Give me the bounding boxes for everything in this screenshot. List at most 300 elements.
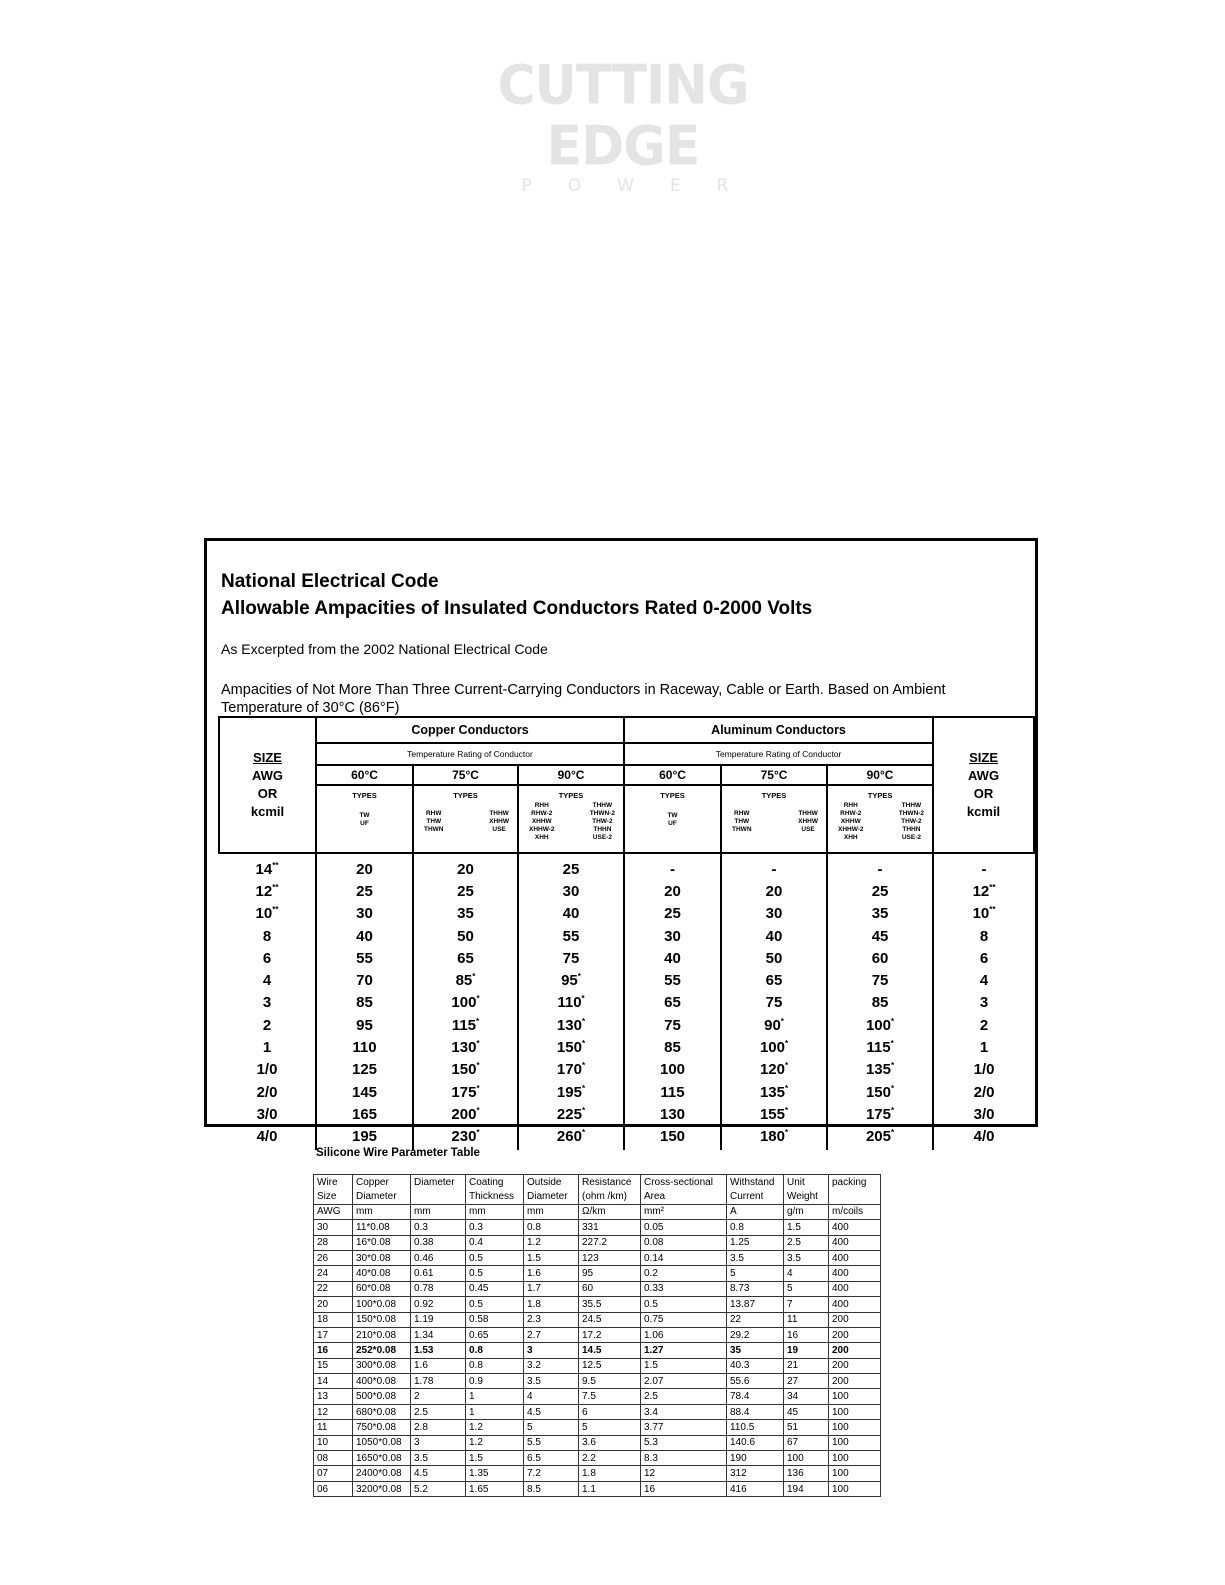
table-cell: 2.07 xyxy=(641,1374,727,1389)
ampacity-row xyxy=(219,880,1034,902)
table-cell: 14 xyxy=(314,1374,353,1389)
table-cell: 5 xyxy=(784,1281,829,1296)
table-row xyxy=(314,1374,881,1389)
table-cell: 1.34 xyxy=(411,1327,466,1342)
table-cell: 400*0.08 xyxy=(353,1374,411,1389)
types-list: RHH RHW-2 XHHW XHHW-2 XHH xyxy=(529,802,555,841)
silicone-wire-table xyxy=(313,1174,881,1497)
ampacity-row xyxy=(219,1014,1034,1036)
table-row xyxy=(314,1420,881,1435)
table-row xyxy=(314,1466,881,1481)
table-cell: 0.75 xyxy=(641,1312,727,1327)
cell-value: 25 xyxy=(356,882,373,900)
footnote-mark: * xyxy=(476,1039,480,1049)
cell-al-75 xyxy=(721,1036,827,1058)
cell-value: 2/0 xyxy=(256,1083,278,1101)
cell-cu-75 xyxy=(413,903,518,925)
silicone-rows xyxy=(314,1175,881,1497)
ampacity-rows xyxy=(219,853,1034,1150)
footnote-mark: ** xyxy=(272,905,279,915)
footnote-mark: * xyxy=(890,1083,895,1093)
table-cell: 200 xyxy=(829,1343,881,1358)
table-cell: 1.5 xyxy=(641,1358,727,1373)
footnote-mark: * xyxy=(581,1128,586,1138)
cell-value: 195 xyxy=(556,1083,582,1101)
cell-value: 175 xyxy=(451,1083,477,1101)
cell-value: 155 xyxy=(759,1105,785,1123)
table-cell: 1.2 xyxy=(524,1235,579,1250)
table-cell: 100 xyxy=(829,1481,881,1496)
nec-title xyxy=(221,568,812,622)
table-cell: 5.5 xyxy=(524,1435,579,1450)
cell-value: 110 xyxy=(557,994,582,1012)
table-cell: 0.3 xyxy=(466,1220,524,1235)
cell-cu-60 xyxy=(316,1081,413,1103)
ampacity-row xyxy=(219,1081,1034,1103)
types-al-60 xyxy=(624,800,721,853)
table-cell: 3 xyxy=(524,1343,579,1358)
table-cell: 100 xyxy=(829,1435,881,1450)
table-cell: mm xyxy=(411,1204,466,1219)
cell-value: 10 xyxy=(972,905,990,923)
table-cell: 1.6 xyxy=(411,1358,466,1373)
cell-cu-75 xyxy=(413,880,518,902)
cell-row-size-right xyxy=(933,1081,1034,1103)
types-label: TYPES xyxy=(827,785,933,800)
cell-al-75 xyxy=(721,853,827,880)
table-cell: 0.5 xyxy=(641,1297,727,1312)
table-cell: 95 xyxy=(579,1266,641,1281)
cell-al-90 xyxy=(827,903,933,925)
table-cell: Diameter xyxy=(524,1189,579,1204)
table-cell: 100 xyxy=(829,1466,881,1481)
cell-value: 25 xyxy=(562,860,580,878)
types-cu-60 xyxy=(316,800,413,853)
cell-value: 205 xyxy=(865,1128,891,1146)
logo-sub-text: POWER xyxy=(521,176,765,196)
cell-value: 25 xyxy=(457,882,474,900)
table-cell: Outside xyxy=(524,1175,579,1190)
size-label: SIZE xyxy=(253,750,282,765)
cell-al-90 xyxy=(827,1059,933,1081)
table-cell: packing xyxy=(829,1175,881,1190)
cell-al-90 xyxy=(827,1126,933,1150)
cell-row-size-right xyxy=(933,992,1034,1014)
footnote-mark: * xyxy=(784,1039,789,1049)
table-cell: 1.78 xyxy=(411,1374,466,1389)
table-cell: 3.5 xyxy=(524,1374,579,1389)
table-cell: 110.5 xyxy=(727,1420,784,1435)
footnote-mark: * xyxy=(780,1016,784,1026)
cell-value: 225 xyxy=(556,1105,582,1123)
footnote-mark: * xyxy=(577,972,581,982)
table-cell: 7.5 xyxy=(579,1389,641,1404)
table-cell: 100 xyxy=(829,1389,881,1404)
table-cell: 1.8 xyxy=(579,1466,641,1481)
table-cell: (ohm /km) xyxy=(579,1189,641,1204)
table-cell: 100 xyxy=(829,1451,881,1466)
cell-row-size-right xyxy=(933,1036,1034,1058)
or-label: OR xyxy=(973,786,994,801)
table-cell: 0.8 xyxy=(524,1220,579,1235)
table-cell: Ω/km xyxy=(579,1204,641,1219)
cell-value: 4/0 xyxy=(973,1128,995,1146)
table-cell: 3.77 xyxy=(641,1420,727,1435)
table-cell: 60 xyxy=(579,1281,641,1296)
footnote-mark: * xyxy=(890,1016,895,1026)
cell-cu-60 xyxy=(316,969,413,991)
cell-al-60 xyxy=(624,880,721,902)
table-cell: 1.35 xyxy=(466,1466,524,1481)
table-cell: 1.2 xyxy=(466,1435,524,1450)
table-cell: 11*0.08 xyxy=(353,1220,411,1235)
table-cell: 29.2 xyxy=(727,1327,784,1342)
table-cell: 8.3 xyxy=(641,1451,727,1466)
footnote-mark: * xyxy=(581,1105,586,1115)
cell-cu-90 xyxy=(518,1059,624,1081)
cell-value: - xyxy=(981,860,987,878)
cell-al-75 xyxy=(721,1103,827,1125)
table-cell: 3.6 xyxy=(579,1435,641,1450)
table-row xyxy=(314,1481,881,1496)
table-cell: 1.53 xyxy=(411,1343,466,1358)
types-list: RHH RHW-2 XHHW XHHW-2 XHH xyxy=(838,802,864,841)
cell-al-75 xyxy=(721,1014,827,1036)
table-cell: Wire xyxy=(314,1175,353,1190)
table-cell: 22 xyxy=(314,1281,353,1296)
cell-row-size-right xyxy=(933,880,1034,902)
table-row xyxy=(314,1220,881,1235)
footnote-mark: * xyxy=(784,1105,789,1115)
table-cell: 100 xyxy=(829,1420,881,1435)
cell-al-75 xyxy=(721,925,827,947)
cell-value: 3 xyxy=(262,994,272,1012)
table-cell: 1.65 xyxy=(466,1481,524,1496)
cell-al-60 xyxy=(624,1059,721,1081)
ampacity-row xyxy=(219,947,1034,969)
cell-value: 120 xyxy=(759,1061,785,1079)
logo-main-text: CUTTING EDGE xyxy=(497,54,749,178)
table-cell: 34 xyxy=(784,1389,829,1404)
footnote-mark: * xyxy=(890,1039,894,1049)
table-cell: 13.87 xyxy=(727,1297,784,1312)
table-cell: 14.5 xyxy=(579,1343,641,1358)
cell-cu-60 xyxy=(316,992,413,1014)
table-cell: 200 xyxy=(829,1374,881,1389)
cell-al-90 xyxy=(827,969,933,991)
table-cell: 16 xyxy=(641,1481,727,1496)
cell-value: 25 xyxy=(664,905,681,923)
awg-label: AWG xyxy=(968,768,1000,783)
table-cell: 0.8 xyxy=(466,1358,524,1373)
cell-value: 75 xyxy=(765,994,783,1012)
table-row xyxy=(314,1266,881,1281)
table-cell: 2.3 xyxy=(524,1312,579,1327)
cell-cu-90 xyxy=(518,880,624,902)
table-row xyxy=(314,1389,881,1404)
table-cell: 0.8 xyxy=(466,1343,524,1358)
kcmil-label: kcmil xyxy=(250,804,285,819)
cell-value: 30 xyxy=(664,927,681,945)
table-cell: 100 xyxy=(829,1404,881,1419)
cell-value: 1 xyxy=(979,1039,989,1057)
footnote-mark: * xyxy=(890,1128,895,1138)
cell-row-size xyxy=(219,1103,316,1125)
cell-value: 145 xyxy=(351,1083,378,1101)
cell-value: 8 xyxy=(262,927,272,945)
cell-value: 75 xyxy=(562,949,580,967)
cell-value: 65 xyxy=(457,949,474,967)
table-cell: 12 xyxy=(314,1404,353,1419)
cell-row-size-right xyxy=(933,1126,1034,1150)
nec-title-line1: National Electrical Code xyxy=(221,571,439,592)
cell-value: 40 xyxy=(765,927,783,945)
footnote-mark: * xyxy=(476,1016,480,1026)
cell-value: 110 xyxy=(352,1039,377,1057)
footnote-mark: * xyxy=(784,1128,789,1138)
table-cell: 3.5 xyxy=(727,1250,784,1265)
cell-value: 100 xyxy=(759,1039,785,1057)
cell-cu-90 xyxy=(518,1126,624,1150)
table-cell: 1.2 xyxy=(466,1420,524,1435)
table-cell: 17.2 xyxy=(579,1327,641,1342)
cell-value: 2/0 xyxy=(973,1083,995,1101)
table-cell: 500*0.08 xyxy=(353,1389,411,1404)
ampacity-row xyxy=(219,969,1034,991)
table-cell: Thickness xyxy=(466,1189,524,1204)
table-row xyxy=(314,1297,881,1312)
table-cell: 1.1 xyxy=(579,1481,641,1496)
table-cell: 12 xyxy=(641,1466,727,1481)
cell-value: 65 xyxy=(765,972,783,990)
table-cell: 5 xyxy=(727,1266,784,1281)
table-cell: 0.5 xyxy=(466,1266,524,1281)
footnote-mark: * xyxy=(784,1061,789,1071)
table-cell: 6.5 xyxy=(524,1451,579,1466)
cell-al-90 xyxy=(827,1014,933,1036)
cell-cu-90 xyxy=(518,947,624,969)
table-cell: Diameter xyxy=(411,1175,466,1190)
cell-value: 135 xyxy=(759,1083,785,1101)
temp-cu-60: 60°C xyxy=(316,765,413,785)
table-cell: mm xyxy=(466,1204,524,1219)
copper-conductors-header: Copper Conductors xyxy=(316,717,624,743)
cell-cu-60 xyxy=(316,1103,413,1125)
table-row xyxy=(314,1451,881,1466)
table-cell: 8.5 xyxy=(524,1481,579,1496)
cell-al-75 xyxy=(721,880,827,902)
ampacity-row xyxy=(219,903,1034,925)
table-cell: 16 xyxy=(314,1343,353,1358)
cell-value: 3/0 xyxy=(256,1105,278,1123)
table-cell: 4 xyxy=(784,1266,829,1281)
types-list: RHW THW THWN xyxy=(732,810,752,833)
cell-row-size xyxy=(219,992,316,1014)
temp-al-60: 60°C xyxy=(624,765,721,785)
table-cell: 200 xyxy=(829,1312,881,1327)
table-cell: 24.5 xyxy=(579,1312,641,1327)
cell-row-size xyxy=(219,969,316,991)
table-cell: 0.08 xyxy=(641,1235,727,1250)
cell-value: 100 xyxy=(451,994,477,1012)
footnote-mark: * xyxy=(890,1105,895,1115)
footnote-mark: * xyxy=(581,994,585,1004)
table-cell: 0.65 xyxy=(466,1327,524,1342)
cell-value: - xyxy=(771,860,777,878)
table-row xyxy=(314,1358,881,1373)
cell-value: 2 xyxy=(979,1016,989,1034)
table-cell: 16 xyxy=(784,1327,829,1342)
cell-cu-60 xyxy=(316,853,413,880)
cell-value: 85 xyxy=(455,972,473,990)
cell-cu-75 xyxy=(413,853,518,880)
table-cell: 3.4 xyxy=(641,1404,727,1419)
cell-value: 60 xyxy=(871,949,889,967)
table-cell: 1 xyxy=(466,1404,524,1419)
table-cell: 0.05 xyxy=(641,1220,727,1235)
types-list: TW UF xyxy=(667,812,678,827)
table-cell: Diameter xyxy=(353,1189,411,1204)
size-label: SIZE xyxy=(969,750,998,765)
cell-al-60 xyxy=(624,1103,721,1125)
cell-al-60 xyxy=(624,903,721,925)
table-cell: 55.6 xyxy=(727,1374,784,1389)
cell-cu-90 xyxy=(518,1103,624,1125)
table-cell: 35.5 xyxy=(579,1297,641,1312)
cell-row-size xyxy=(219,903,316,925)
table-cell: 331 xyxy=(579,1220,641,1235)
table-cell: 78.4 xyxy=(727,1389,784,1404)
ampacity-row xyxy=(219,1036,1034,1058)
table-cell: 5 xyxy=(524,1420,579,1435)
cell-value: 195 xyxy=(351,1128,378,1146)
table-cell: 0.8 xyxy=(727,1220,784,1235)
table-cell: 0.78 xyxy=(411,1281,466,1296)
cell-al-90 xyxy=(827,853,933,880)
table-cell: 9.5 xyxy=(579,1374,641,1389)
types-al-75 xyxy=(721,800,827,853)
table-cell: 150*0.08 xyxy=(353,1312,411,1327)
cell-value: 50 xyxy=(457,927,474,945)
table-cell: 2.5 xyxy=(411,1404,466,1419)
cell-cu-75 xyxy=(413,925,518,947)
types-label: TYPES xyxy=(518,785,624,800)
table-cell: 1.8 xyxy=(524,1297,579,1312)
table-cell: 30 xyxy=(314,1220,353,1235)
cell-al-75 xyxy=(721,903,827,925)
table-cell: 1.5 xyxy=(524,1250,579,1265)
cell-value: 115 xyxy=(866,1039,891,1057)
footnote-mark: ** xyxy=(272,882,279,892)
table-cell: 3200*0.08 xyxy=(353,1481,411,1496)
table-cell: 2 xyxy=(411,1389,466,1404)
cell-value: 30 xyxy=(356,905,373,923)
table-cell: 3.2 xyxy=(524,1358,579,1373)
table-cell: 67 xyxy=(784,1435,829,1450)
cell-value: 95 xyxy=(356,1016,373,1034)
table-cell: 312 xyxy=(727,1466,784,1481)
cell-value: 20 xyxy=(765,882,783,900)
table-row xyxy=(314,1250,881,1265)
table-row xyxy=(314,1404,881,1419)
table-cell: AWG xyxy=(314,1204,353,1219)
cell-value: 10 xyxy=(255,905,273,923)
types-list: THHW XHHW USE xyxy=(489,810,509,833)
cell-cu-60 xyxy=(316,1036,413,1058)
table-cell: 1050*0.08 xyxy=(353,1435,411,1450)
ampacity-row xyxy=(219,1059,1034,1081)
types-list: TW UF xyxy=(359,812,370,827)
table-cell: mm xyxy=(353,1204,411,1219)
cell-al-90 xyxy=(827,992,933,1014)
cell-value: 35 xyxy=(871,905,889,923)
table-cell: g/m xyxy=(784,1204,829,1219)
cell-value: 75 xyxy=(664,1016,681,1034)
cell-value: 1 xyxy=(262,1039,272,1057)
cell-cu-75 xyxy=(413,1103,518,1125)
cell-row-size xyxy=(219,1126,316,1150)
cell-row-size xyxy=(219,880,316,902)
cell-value: 130 xyxy=(451,1039,477,1057)
cell-value: 45 xyxy=(871,927,889,945)
cell-al-90 xyxy=(827,1103,933,1125)
table-cell: 19 xyxy=(784,1343,829,1358)
cell-row-size xyxy=(219,947,316,969)
table-cell: 15 xyxy=(314,1358,353,1373)
temp-cu-90: 90°C xyxy=(518,765,624,785)
cell-value: 85 xyxy=(664,1039,681,1057)
table-cell: 1.6 xyxy=(524,1266,579,1281)
table-cell: 0.14 xyxy=(641,1250,727,1265)
footnote-mark: ** xyxy=(272,860,279,870)
temp-cu-75: 75°C xyxy=(413,765,518,785)
cell-value: 1/0 xyxy=(256,1061,278,1079)
table-cell: 2400*0.08 xyxy=(353,1466,411,1481)
cell-al-60 xyxy=(624,1014,721,1036)
cell-value: 115 xyxy=(660,1083,685,1101)
cell-row-size-right xyxy=(933,1014,1034,1036)
aluminum-conductors-header: Aluminum Conductors xyxy=(624,717,933,743)
table-cell: 0.58 xyxy=(466,1312,524,1327)
table-cell: 11 xyxy=(784,1312,829,1327)
cell-cu-75 xyxy=(413,969,518,991)
cell-al-60 xyxy=(624,1036,721,1058)
table-cell: 0.9 xyxy=(466,1374,524,1389)
table-cell: 1 xyxy=(466,1389,524,1404)
cell-value: 170 xyxy=(556,1061,582,1079)
cell-value: 150 xyxy=(865,1083,891,1101)
types-cu-90 xyxy=(518,800,624,853)
cell-value: 85 xyxy=(871,994,889,1012)
cell-value: 8 xyxy=(979,927,989,945)
cell-row-size-right xyxy=(933,969,1034,991)
cell-al-75 xyxy=(721,1081,827,1103)
table-cell: 400 xyxy=(829,1220,881,1235)
cell-cu-75 xyxy=(413,1036,518,1058)
table-cell: 1.19 xyxy=(411,1312,466,1327)
cell-value: 4/0 xyxy=(256,1128,278,1146)
table-cell: 252*0.08 xyxy=(353,1343,411,1358)
table-cell: 17 xyxy=(314,1327,353,1342)
cell-row-size xyxy=(219,1059,316,1081)
table-cell: 400 xyxy=(829,1297,881,1312)
table-cell: 0.45 xyxy=(466,1281,524,1296)
table-cell xyxy=(829,1189,881,1204)
table-cell: 100*0.08 xyxy=(353,1297,411,1312)
cell-value: 135 xyxy=(865,1061,891,1079)
cell-value: 100 xyxy=(865,1016,891,1034)
cell-cu-90 xyxy=(518,992,624,1014)
